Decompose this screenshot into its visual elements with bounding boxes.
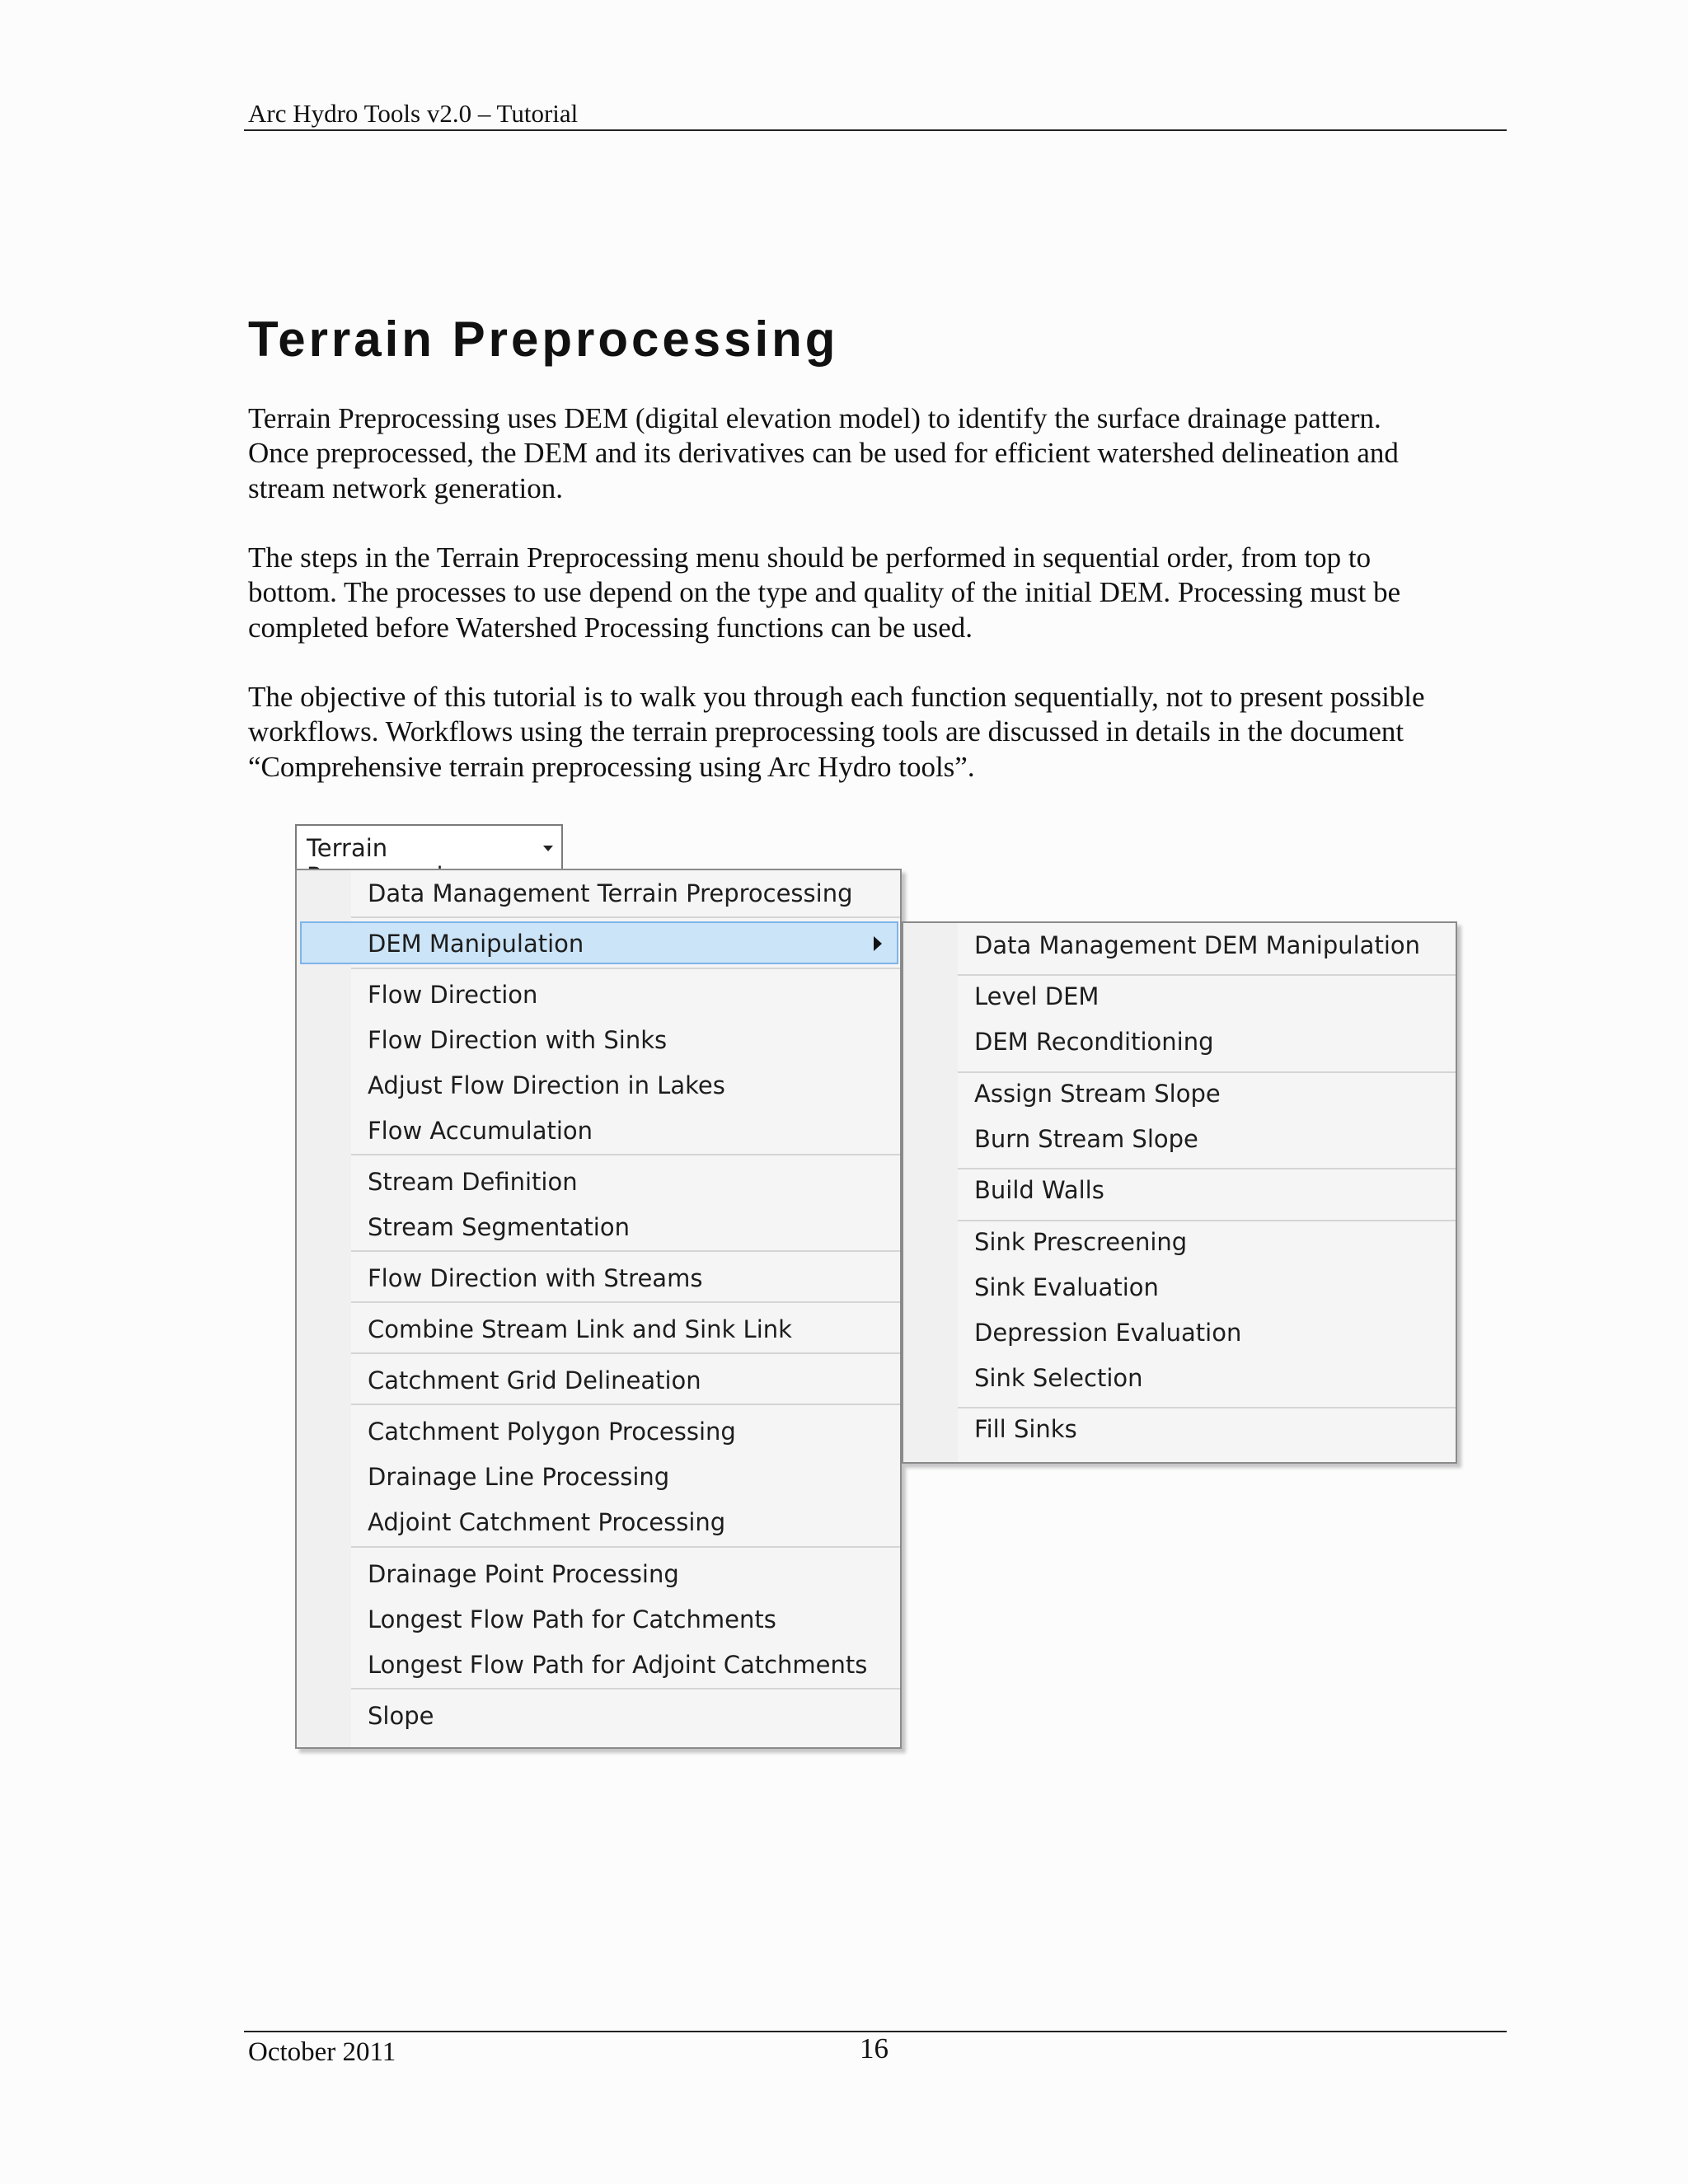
menu-item-combine-stream-sink-link[interactable]: Combine Stream Link and Sink Link <box>368 1315 792 1343</box>
menu-separator <box>351 1301 900 1303</box>
menu-separator <box>351 1352 900 1354</box>
submenu-item-level-dem[interactable]: Level DEM <box>974 982 1100 1010</box>
menu-item-stream-segmentation[interactable]: Stream Segmentation <box>368 1213 630 1241</box>
menu-separator <box>351 1154 900 1155</box>
dem-manipulation-submenu <box>902 921 1457 1464</box>
terrain-preprocessing-dropdown[interactable] <box>295 824 563 870</box>
menu-item-drainage-point-processing[interactable]: Drainage Point Processing <box>368 1560 679 1588</box>
submenu-item-burn-stream-slope[interactable]: Burn Stream Slope <box>974 1125 1198 1153</box>
menu-separator <box>958 1407 1456 1408</box>
submenu-item-dem-reconditioning[interactable]: DEM Reconditioning <box>974 1028 1214 1056</box>
page-number: 16 <box>860 2032 889 2064</box>
header-rule <box>244 129 1507 131</box>
menu-item-flow-direction-sinks[interactable]: Flow Direction with Sinks <box>368 1026 668 1054</box>
menu-item-catchment-grid-delineation[interactable]: Catchment Grid Delineation <box>368 1366 701 1394</box>
menu-separator <box>351 1404 900 1405</box>
submenu-item-sink-prescreening[interactable]: Sink Prescreening <box>974 1228 1188 1256</box>
menu-separator <box>958 1071 1456 1073</box>
menu-item-flow-direction[interactable]: Flow Direction <box>368 981 538 1009</box>
footer-date: October 2011 <box>248 2037 396 2067</box>
submenu-gutter <box>903 923 958 1462</box>
paragraph-1 <box>248 401 1509 506</box>
submenu-item-data-management-dem[interactable]: Data Management DEM Manipulation <box>974 931 1421 959</box>
menu-separator <box>958 974 1456 976</box>
menu-separator <box>351 968 900 969</box>
submenu-arrow-icon <box>874 936 882 951</box>
paragraph-line: bottom. The processes to use depend on the type and quality of the initial DEM. Processing must be <box>248 576 1401 609</box>
submenu-item-depression-evaluation[interactable]: Depression Evaluation <box>974 1319 1242 1347</box>
menu-item-adjoint-catchment-processing[interactable]: Adjoint Catchment Processing <box>368 1508 726 1536</box>
menu-item-catchment-polygon-processing[interactable]: Catchment Polygon Processing <box>368 1418 736 1446</box>
paragraph-line: “Comprehensive terrain preprocessing using Arc Hydro tools”. <box>248 750 975 783</box>
menu-item-adjust-flow-direction-lakes[interactable]: Adjust Flow Direction in Lakes <box>368 1071 725 1099</box>
paragraph-line: stream network generation. <box>248 471 563 504</box>
paragraph-line: The steps in the Terrain Preprocessing menu should be performed in sequential order, from top to <box>248 541 1372 574</box>
menu-separator <box>958 1168 1456 1169</box>
menu-item-flow-direction-streams[interactable]: Flow Direction with Streams <box>368 1264 703 1292</box>
paragraph-line: Once preprocessed, the DEM and its derivatives can be used for efficient watershed delineation and <box>248 437 1399 470</box>
terrain-preprocessing-menu <box>295 869 902 1749</box>
submenu-item-sink-selection[interactable]: Sink Selection <box>974 1364 1143 1392</box>
paragraph-line: The objective of this tutorial is to walk you through each function sequentially, not to present possible <box>248 681 1425 713</box>
menu-item-longest-flow-path-adjoint[interactable]: Longest Flow Path for Adjoint Catchments <box>368 1651 868 1679</box>
menu-item-flow-accumulation[interactable]: Flow Accumulation <box>368 1117 593 1145</box>
paragraph-line: completed before Watershed Processing functions can be used. <box>248 611 973 644</box>
paragraph-3 <box>248 680 1509 785</box>
submenu-item-fill-sinks[interactable]: Fill Sinks <box>974 1415 1077 1443</box>
menu-item-stream-definition[interactable]: Stream Definition <box>368 1168 578 1196</box>
paragraph-line: Terrain Preprocessing uses DEM (digital elevation model) to identify the surface drainage pattern. <box>248 402 1381 434</box>
page-title: Terrain Preprocessing <box>248 312 839 367</box>
submenu-item-sink-evaluation[interactable]: Sink Evaluation <box>974 1273 1159 1301</box>
menu-separator <box>958 1220 1456 1221</box>
menu-separator <box>351 1688 900 1690</box>
chevron-down-icon <box>543 846 553 851</box>
menu-item-drainage-line-processing[interactable]: Drainage Line Processing <box>368 1463 670 1491</box>
submenu-item-assign-stream-slope[interactable]: Assign Stream Slope <box>974 1080 1221 1108</box>
submenu-item-build-walls[interactable]: Build Walls <box>974 1176 1104 1204</box>
menu-gutter <box>297 870 351 1747</box>
dropdown-label: Terrain <box>307 834 388 862</box>
menu-item-longest-flow-path-catchments[interactable]: Longest Flow Path for Catchments <box>368 1605 776 1633</box>
menu-separator <box>351 1546 900 1548</box>
running-header: Arc Hydro Tools v2.0 – Tutorial <box>248 99 579 128</box>
menu-item-data-management[interactable]: Data Management Terrain Preprocessing <box>368 879 853 907</box>
menu-item-slope[interactable]: Slope <box>368 1702 434 1730</box>
menu-separator <box>351 916 900 918</box>
menu-separator <box>351 1250 900 1252</box>
paragraph-2 <box>248 541 1509 645</box>
menu-item-dem-manipulation[interactable]: DEM Manipulation <box>368 930 584 958</box>
paragraph-line: workflows. Workflows using the terrain preprocessing tools are discussed in details in the document <box>248 715 1404 748</box>
